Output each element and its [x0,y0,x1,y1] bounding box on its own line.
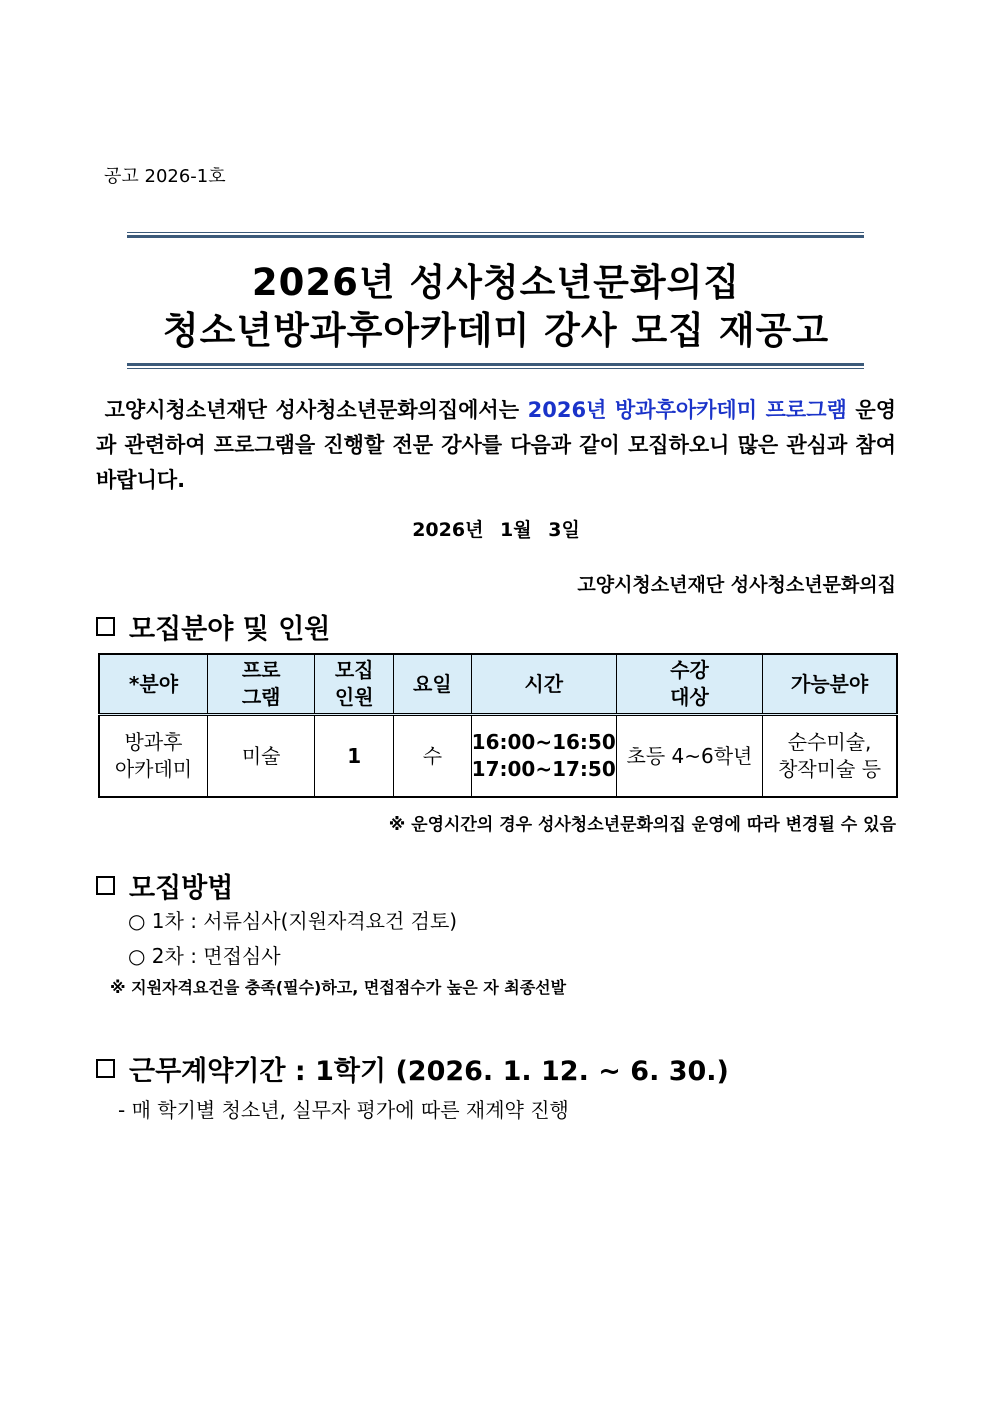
table-header-row [99,654,897,715]
title-line-1: 2026년 성사청소년문화의집 [251,261,741,304]
announcement-date: 2026년 1월 3일 [412,519,580,541]
header-program: 프로 그램 [207,654,314,715]
checkbox-square-icon [96,876,115,895]
section-heading-contract-period [96,1049,729,1088]
cell-possible-field: 순수미술, 창작미술 등 [763,715,897,798]
cell-time: 16:00~16:50 17:00~17:50 [471,715,616,798]
cell-program: 미술 [207,715,314,798]
header-target: 수강 대상 [616,654,762,715]
header-field: *분야 [99,654,207,715]
title-line-2: 청소년방과후아카데미 강사 모집 재공고 [162,309,830,352]
header-possible-field: 가능분야 [763,654,897,715]
header-count: 모집 인원 [315,654,394,715]
selection-note: ※ 지원자격요건을 충족(필수)하고, 면접점수가 높은 자 최종선발 [110,978,567,997]
cell-target: 초등 4~6학년 [616,715,762,798]
contract-renewal-note: - 매 학기별 청소년, 실무자 평가에 따른 재계약 진행 [118,1098,569,1122]
checkbox-square-icon [96,617,115,636]
section-heading-recruitment-field [96,607,330,646]
section-heading-text: 근무계약기간 : 1학기 (2026. 1. 12. ~ 6. 30.) [129,1056,729,1087]
method-item-first: ○ 1차 : 서류심사(지원자격요건 검토) [128,909,458,933]
table-row [99,715,897,798]
checkbox-square-icon [96,1059,115,1078]
title-top-rule [127,232,864,238]
method-item-second: ○ 2차 : 면접심사 [128,944,281,968]
recruitment-table [98,653,898,798]
intro-text-before: 고양시청소년재단 성사청소년문화의집에서는 [104,398,528,422]
header-time: 시간 [471,654,616,715]
intro-paragraph [96,393,896,498]
section-heading-recruitment-method [96,866,233,905]
section-heading-text: 모집분야 및 인원 [129,614,331,645]
organization-name: 고양시청소년재단 성사청소년문화의집 [577,574,896,596]
section-heading-text: 모집방법 [129,873,234,904]
cell-count: 1 [315,715,394,798]
cell-day: 수 [394,715,472,798]
intro-text-after: 운영과 관련하여 프로그램을 진행할 전문 강사를 다음과 같이 모집하오니 많은 관심과 참여 바랍니다. [96,398,897,492]
intro-highlight: 2026년 방과후아카데미 프로그램 [527,398,847,422]
title-bottom-rule [127,363,864,369]
header-day: 요일 [394,654,472,715]
notice-number: 공고 2026-1호 [104,166,226,187]
cell-field: 방과후 아카데미 [99,715,207,798]
operating-time-note: ※ 운영시간의 경우 성사청소년문화의집 운영에 따라 변경될 수 있음 [388,815,896,835]
